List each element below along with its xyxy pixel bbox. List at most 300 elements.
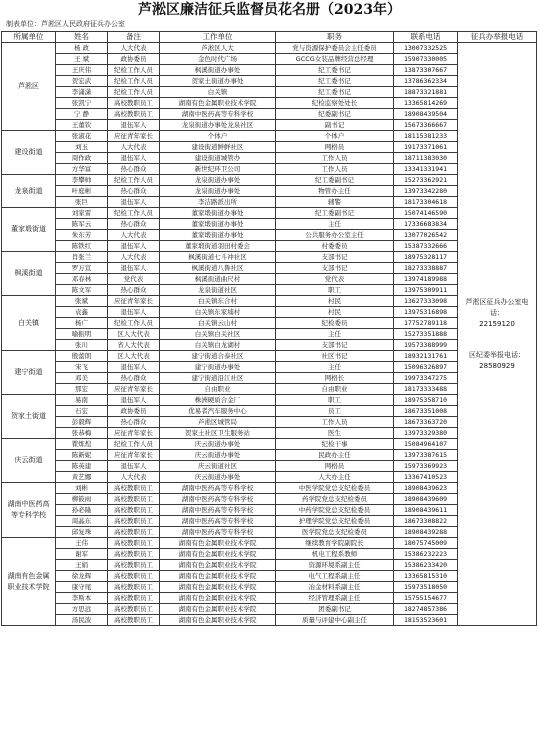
member-position: 村民 [276, 296, 394, 307]
report-phone-office: 22159120 [479, 319, 515, 328]
table-row [2, 241, 537, 252]
member-name: 殷蕾朗 [56, 351, 108, 362]
unit-cell: 白关镇 [2, 296, 56, 351]
table-row [2, 208, 537, 219]
member-workplace: 庆云街道社区 [160, 461, 276, 472]
member-note: 热心群众 [108, 285, 160, 296]
member-position: 自由职业 [276, 384, 394, 395]
report-label-office: 芦淞区征兵办公室电话： [465, 297, 529, 317]
member-note: 应征青年家长 [108, 450, 160, 461]
member-position: 纪检干事 [276, 439, 394, 450]
member-workplace: 芦淞区城管局 [160, 417, 276, 428]
member-workplace: 湖南中医药高等专科学校 [160, 527, 276, 538]
table-row [2, 428, 537, 439]
member-phone: 18908439504 [394, 109, 458, 120]
member-phone: 13974189988 [394, 274, 458, 285]
member-phone: 18908439611 [394, 505, 458, 516]
member-name: 王娟 [56, 560, 108, 571]
member-name: 张巨 [56, 197, 108, 208]
member-phone: 18908439288 [394, 527, 458, 538]
table-row [2, 472, 537, 483]
member-workplace: 白关镇云山村 [160, 318, 276, 329]
table-row [2, 98, 537, 109]
member-name: 杨广 [56, 318, 108, 329]
member-phone: 15673366667 [394, 120, 458, 131]
table-row [2, 373, 537, 384]
table-row [2, 285, 537, 296]
table-row [2, 252, 537, 263]
member-name: 陈新妮 [56, 450, 108, 461]
member-phone: 19573388999 [394, 340, 458, 351]
table-row [2, 142, 537, 153]
member-note: 热心群众 [108, 186, 160, 197]
member-workplace: 建宁街道沿江社区 [160, 373, 276, 384]
member-position: 纪工委书记 [276, 65, 394, 76]
header-report-phone: 征兵办举报电话 [458, 32, 537, 43]
member-position: 主任 [276, 219, 394, 230]
table-row [2, 615, 537, 626]
member-position: 主任 [276, 329, 394, 340]
member-workplace: 湖南有色金属职业技术学院 [160, 615, 276, 626]
member-phone: 17752789118 [394, 318, 458, 329]
member-note: 区人大代表 [108, 329, 160, 340]
member-position: 副书记 [276, 120, 394, 131]
table-row [2, 54, 537, 65]
member-workplace: 湖南有色金属职业技术学院 [160, 560, 276, 571]
member-position: 个体户 [276, 131, 394, 142]
member-name: 瞿炼煌 [56, 439, 108, 450]
member-position: 纪检委员 [276, 318, 394, 329]
member-phone: 18153523601 [394, 615, 458, 626]
member-position: 药学院党总支纪检委员 [276, 494, 394, 505]
table-row [2, 230, 537, 241]
member-position: 继续教育学院副院长 [276, 538, 394, 549]
header-row [2, 32, 537, 43]
member-position: 电气工程系副主任 [276, 571, 394, 582]
table-row [2, 43, 537, 54]
member-position: 医生 [276, 428, 394, 439]
member-phone: 15096326897 [394, 362, 458, 373]
member-note: 人大代表 [108, 230, 160, 241]
member-note: 人大代表 [108, 252, 160, 263]
member-workplace: 湖南有色金属职业技术学院 [160, 538, 276, 549]
member-position: 纪工委书记 [276, 87, 394, 98]
table-row [2, 109, 537, 120]
unit-cell: 芦淞区 [2, 43, 56, 131]
member-workplace: 个体户 [160, 131, 276, 142]
member-workplace: 董家塅街道办事处 [160, 219, 276, 230]
member-position: 网格员 [276, 142, 394, 153]
member-workplace: 株洲硬质合金厂 [160, 395, 276, 406]
member-name: 陈铁红 [56, 241, 108, 252]
member-name: 张斌 [56, 296, 108, 307]
member-phone: 13975316898 [394, 307, 458, 318]
member-note: 应征青年家长 [108, 296, 160, 307]
member-name: 汤民波 [56, 615, 108, 626]
unit-cell: 龙泉街道 [2, 175, 56, 208]
member-note: 应征青年家长 [108, 131, 160, 142]
member-position: 冶金材料系副主任 [276, 582, 394, 593]
member-workplace: 李洁路派出所 [160, 197, 276, 208]
member-phone: 18075745009 [394, 538, 458, 549]
report-phone-cell [458, 43, 537, 626]
table-row [2, 406, 537, 417]
member-position: 工作人员 [276, 153, 394, 164]
member-note: 热心群众 [108, 417, 160, 428]
member-note: 热心群众 [108, 373, 160, 384]
member-position: 护理学院党总支纪检委员 [276, 516, 394, 527]
table-row [2, 538, 537, 549]
table-row [2, 417, 537, 428]
member-note: 退伍军人 [108, 241, 160, 252]
member-position: 支部书记 [276, 252, 394, 263]
member-note: 高校教职员工 [108, 582, 160, 593]
member-position: 工作人员 [276, 164, 394, 175]
member-phone: 18273338887 [394, 263, 458, 274]
member-name: 方思远 [56, 604, 108, 615]
member-name: 李攀帅 [56, 175, 108, 186]
member-name: 陈文军 [56, 285, 108, 296]
member-workplace: 董家塅街道羽田村委会 [160, 241, 276, 252]
member-phone: 15273362921 [394, 175, 458, 186]
member-name: 邓美 [56, 373, 108, 384]
table-row [2, 549, 537, 560]
member-note: 省人大代表 [108, 340, 160, 351]
member-phone: 13367410523 [394, 472, 458, 483]
member-workplace: 白关镇白关社区 [160, 329, 276, 340]
member-position: 社区书记 [276, 351, 394, 362]
member-position: 质量与评建中心副主任 [276, 615, 394, 626]
table-row [2, 131, 537, 142]
member-position: 物管办主任 [276, 186, 394, 197]
member-workplace: 自由职业 [160, 384, 276, 395]
unit-cell: 湖南有色金属职业技术学院 [2, 538, 56, 626]
member-name: 方华富 [56, 164, 108, 175]
member-note: 高校教职员工 [108, 538, 160, 549]
member-workplace: 湖南中医药高等专科学校 [160, 516, 276, 527]
member-phone: 18908439623 [394, 483, 458, 494]
member-workplace: 庆云街道办事处 [160, 450, 276, 461]
member-note: 纪检工作人员 [108, 439, 160, 450]
member-note: 纪检工作人员 [108, 208, 160, 219]
member-phone: 18908439609 [394, 494, 458, 505]
member-phone: 15907330005 [394, 54, 458, 65]
member-phone: 18711383030 [394, 153, 458, 164]
member-note: 退伍军人 [108, 362, 160, 373]
member-workplace: 湖南中医药高等专科学校 [160, 483, 276, 494]
table-row [2, 505, 537, 516]
member-name: 杨 政 [56, 43, 108, 54]
table-row [2, 483, 537, 494]
unit-cell: 贺家土街道 [2, 395, 56, 439]
member-note: 高校教职员工 [108, 615, 160, 626]
member-note: 退伍军人 [108, 197, 160, 208]
member-position: 网格员 [276, 461, 394, 472]
member-phone: 13973387615 [394, 450, 458, 461]
member-phone: 15084964107 [394, 439, 458, 450]
member-name: 张淑花 [56, 131, 108, 142]
member-name: 陈英建 [56, 461, 108, 472]
table-row [2, 582, 537, 593]
member-name: 邱复珠 [56, 527, 108, 538]
member-workplace: 建宁街道合泰社区 [160, 351, 276, 362]
member-position: 机电工程系教师 [276, 549, 394, 560]
member-workplace: 枫溪街道八鲁社区 [160, 263, 276, 274]
member-note: 政协委员 [108, 406, 160, 417]
member-phone: 18673351008 [394, 406, 458, 417]
member-phone: 13627333098 [394, 296, 458, 307]
member-phone: 15273351888 [394, 329, 458, 340]
member-phone: 18115381233 [394, 131, 458, 142]
member-phone: 13975309911 [394, 285, 458, 296]
member-note: 党代表 [108, 274, 160, 285]
member-position: 中医学院党总支纪检委员 [276, 483, 394, 494]
member-name: 王 斌 [56, 54, 108, 65]
member-name: 孙必隆 [56, 505, 108, 516]
member-note: 纪检工作人员 [108, 87, 160, 98]
member-note: 区人大代表 [108, 351, 160, 362]
report-label-discipline: 区纪委举报电话： [469, 350, 525, 359]
member-position: 医学院党总支纪检委员 [276, 527, 394, 538]
table-row [2, 384, 537, 395]
member-phone: 18932131761 [394, 351, 458, 362]
member-note: 退伍军人 [108, 307, 160, 318]
member-note: 应征青年家长 [108, 384, 160, 395]
table-row [2, 362, 537, 373]
member-position: 支部书记 [276, 340, 394, 351]
member-note: 高校教职员工 [108, 98, 160, 109]
table-row [2, 65, 537, 76]
report-phone-discipline: 28580929 [479, 361, 515, 370]
member-phone: 13365815310 [394, 571, 458, 582]
table-row [2, 153, 537, 164]
member-phone: 15386233420 [394, 560, 458, 571]
unit-cell: 庆云街道 [2, 439, 56, 483]
member-note: 高校教职员工 [108, 505, 160, 516]
member-workplace: 龙泉街道办事处 [160, 175, 276, 186]
member-name: 贺宏武 [56, 76, 108, 87]
member-name: 那宏 [56, 384, 108, 395]
member-workplace: 湖南有色金属职业技术学院 [160, 582, 276, 593]
member-note: 应征青年家长 [108, 428, 160, 439]
member-phone: 15973369923 [394, 461, 458, 472]
member-name: 石宏 [56, 406, 108, 417]
member-position: 经济管理系副主任 [276, 593, 394, 604]
member-workplace: 白关镇东合村 [160, 296, 276, 307]
member-workplace: 龙泉街道办事处 [160, 186, 276, 197]
member-note: 退伍军人 [108, 395, 160, 406]
member-name: 刘彬 [56, 483, 108, 494]
table-row [2, 593, 537, 604]
member-name: 康守尾 [56, 582, 108, 593]
member-workplace: 建设街道鲜鲜社区 [160, 142, 276, 153]
member-workplace: 芦淞区人大 [160, 43, 276, 54]
table-row [2, 120, 537, 131]
member-note: 退伍军人 [108, 461, 160, 472]
unit-cell: 湖南中医药高等专科学校 [2, 483, 56, 538]
member-note: 热心群众 [108, 219, 160, 230]
member-note: 纪检工作人员 [108, 76, 160, 87]
member-phone: 15973518050 [394, 582, 458, 593]
table-row [2, 494, 537, 505]
member-phone: 13786362334 [394, 76, 458, 87]
member-note: 高校教职员工 [108, 527, 160, 538]
member-phone: 19173371061 [394, 142, 458, 153]
member-name: 黄艺娜 [56, 472, 108, 483]
member-workplace: 湖南中医药高等专科学校 [160, 109, 276, 120]
member-note: 退伍军人 [108, 263, 160, 274]
member-phone: 18975328117 [394, 252, 458, 263]
member-name: 柳筱雨 [56, 494, 108, 505]
table-row [2, 296, 537, 307]
member-name: 周作政 [56, 153, 108, 164]
member-name: 王庆伟 [56, 65, 108, 76]
member-name: 彭毅辉 [56, 417, 108, 428]
header-phone: 联系电话 [394, 32, 458, 43]
member-phone: 18173333488 [394, 384, 458, 395]
member-position: 纪委副书记 [276, 109, 394, 120]
member-position: 资源环境系副主任 [276, 560, 394, 571]
table-row [2, 307, 537, 318]
member-position: 党与资源保护委员会主任委员 [276, 43, 394, 54]
member-workplace: 枫溪街道办事处 [160, 65, 276, 76]
member-workplace: 优易者汽车服务中心 [160, 406, 276, 417]
member-workplace: 湖南有色金属职业技术学院 [160, 604, 276, 615]
table-row [2, 76, 537, 87]
member-position: 中药学院党总支纪检委员 [276, 505, 394, 516]
table-row [2, 395, 537, 406]
table-row [2, 175, 537, 186]
member-workplace: 新世纪环卫公司 [160, 164, 276, 175]
table-row [2, 318, 537, 329]
member-phone: 15386232223 [394, 549, 458, 560]
member-workplace: 湖南有色金属职业技术学院 [160, 98, 276, 109]
document-title: 芦淞区廉洁征兵监督员花名册（2023年） [138, 2, 401, 18]
table-row [2, 560, 537, 571]
table-row [2, 219, 537, 230]
member-phone: 13973329380 [394, 428, 458, 439]
unit-cell: 董家塅街道 [2, 208, 56, 252]
member-position: 纪工委副书记 [276, 208, 394, 219]
member-note: 人大代表 [108, 472, 160, 483]
member-position: 工作人员 [276, 417, 394, 428]
member-position: 支部书记 [276, 263, 394, 274]
member-name: 袁鑫 [56, 307, 108, 318]
table-row [2, 274, 537, 285]
member-workplace: 庆云街道办事处 [160, 439, 276, 450]
member-phone: 13873307667 [394, 65, 458, 76]
member-name: 徐龙辉 [56, 571, 108, 582]
roster-table [1, 31, 537, 626]
unit-cell: 枫溪街道 [2, 252, 56, 296]
member-note: 高校教职员工 [108, 593, 160, 604]
member-note: 政协委员 [108, 54, 160, 65]
member-name: 罗万宣 [56, 263, 108, 274]
table-row [2, 164, 537, 175]
member-phone: 13007332525 [394, 43, 458, 54]
member-workplace: 湖南中医药高等专科学校 [160, 505, 276, 516]
member-note: 高校教职员工 [108, 483, 160, 494]
member-phone: 15074146590 [394, 208, 458, 219]
table-row [2, 527, 537, 538]
table-row [2, 516, 537, 527]
member-name: 李潇潇 [56, 87, 108, 98]
member-workplace: 龙泉街道社区 [160, 285, 276, 296]
table-row [2, 197, 537, 208]
member-name: 王伟 [56, 538, 108, 549]
member-name: 李斯本 [56, 593, 108, 604]
member-name: 喻振明 [56, 329, 108, 340]
document-subtitle: 制表单位：芦淞区人民政府征兵办公室 [6, 20, 125, 28]
member-position: 职工 [276, 395, 394, 406]
member-workplace: 白关镇白龙湖村 [160, 340, 276, 351]
member-note: 纪检工作人员 [108, 65, 160, 76]
member-note: 高校教职员工 [108, 516, 160, 527]
member-workplace: 建宁街道办事处 [160, 362, 276, 373]
table-row [2, 87, 537, 98]
member-note: 纪检工作人员 [108, 318, 160, 329]
member-workplace: 湖南有色金属职业技术学院 [160, 571, 276, 582]
member-position: 公共服务办公室主任 [276, 230, 394, 241]
member-position: 主任 [276, 362, 394, 373]
member-phone: 19973347275 [394, 373, 458, 384]
member-phone: 13973342280 [394, 186, 458, 197]
member-note: 高校教职员工 [108, 571, 160, 582]
member-note: 纪检工作人员 [108, 175, 160, 186]
member-workplace: 建设街道城管办 [160, 153, 276, 164]
member-name: 宋飞 [56, 362, 108, 373]
member-name: 张恭梅 [56, 428, 108, 439]
member-position: 纪检监察处处长 [276, 98, 394, 109]
member-name: 刘家雷 [56, 208, 108, 219]
header-position: 职务 [276, 32, 394, 43]
table-row [2, 450, 537, 461]
member-position: 人大办主任 [276, 472, 394, 483]
member-phone: 13365814269 [394, 98, 458, 109]
member-position: 村委委员 [276, 241, 394, 252]
member-note: 人大代表 [108, 43, 160, 54]
header-workplace: 工作单位 [160, 32, 276, 43]
unit-cell: 建设街道 [2, 131, 56, 175]
member-phone: 18673363720 [394, 417, 458, 428]
table-row [2, 461, 537, 472]
member-name: 王董钦 [56, 120, 108, 131]
unit-cell: 建宁街道 [2, 351, 56, 395]
member-name: 张凯宁 [56, 98, 108, 109]
member-phone: 13077026542 [394, 230, 458, 241]
member-workplace: 湖南有色金属职业技术学院 [160, 549, 276, 560]
member-note: 退伍军人 [108, 153, 160, 164]
member-workplace: 白关镇 [160, 87, 276, 98]
member-name: 周晶东 [56, 516, 108, 527]
member-workplace: 湖南有色金属职业技术学院 [160, 593, 276, 604]
table-row [2, 263, 537, 274]
member-name: 邓春林 [56, 274, 108, 285]
member-phone: 15755154677 [394, 593, 458, 604]
member-phone: 18173304618 [394, 197, 458, 208]
table-row [2, 571, 537, 582]
member-name: 张川 [56, 340, 108, 351]
member-note: 热心群众 [108, 164, 160, 175]
member-name: 陈军云 [56, 219, 108, 230]
member-note: 高校教职员工 [108, 604, 160, 615]
header-name: 姓名 [56, 32, 108, 43]
member-name: 肖张兰 [56, 252, 108, 263]
member-position: 网格长 [276, 373, 394, 384]
member-name: 刘玉 [56, 142, 108, 153]
roster-body [2, 43, 537, 626]
member-position: 员工 [276, 406, 394, 417]
